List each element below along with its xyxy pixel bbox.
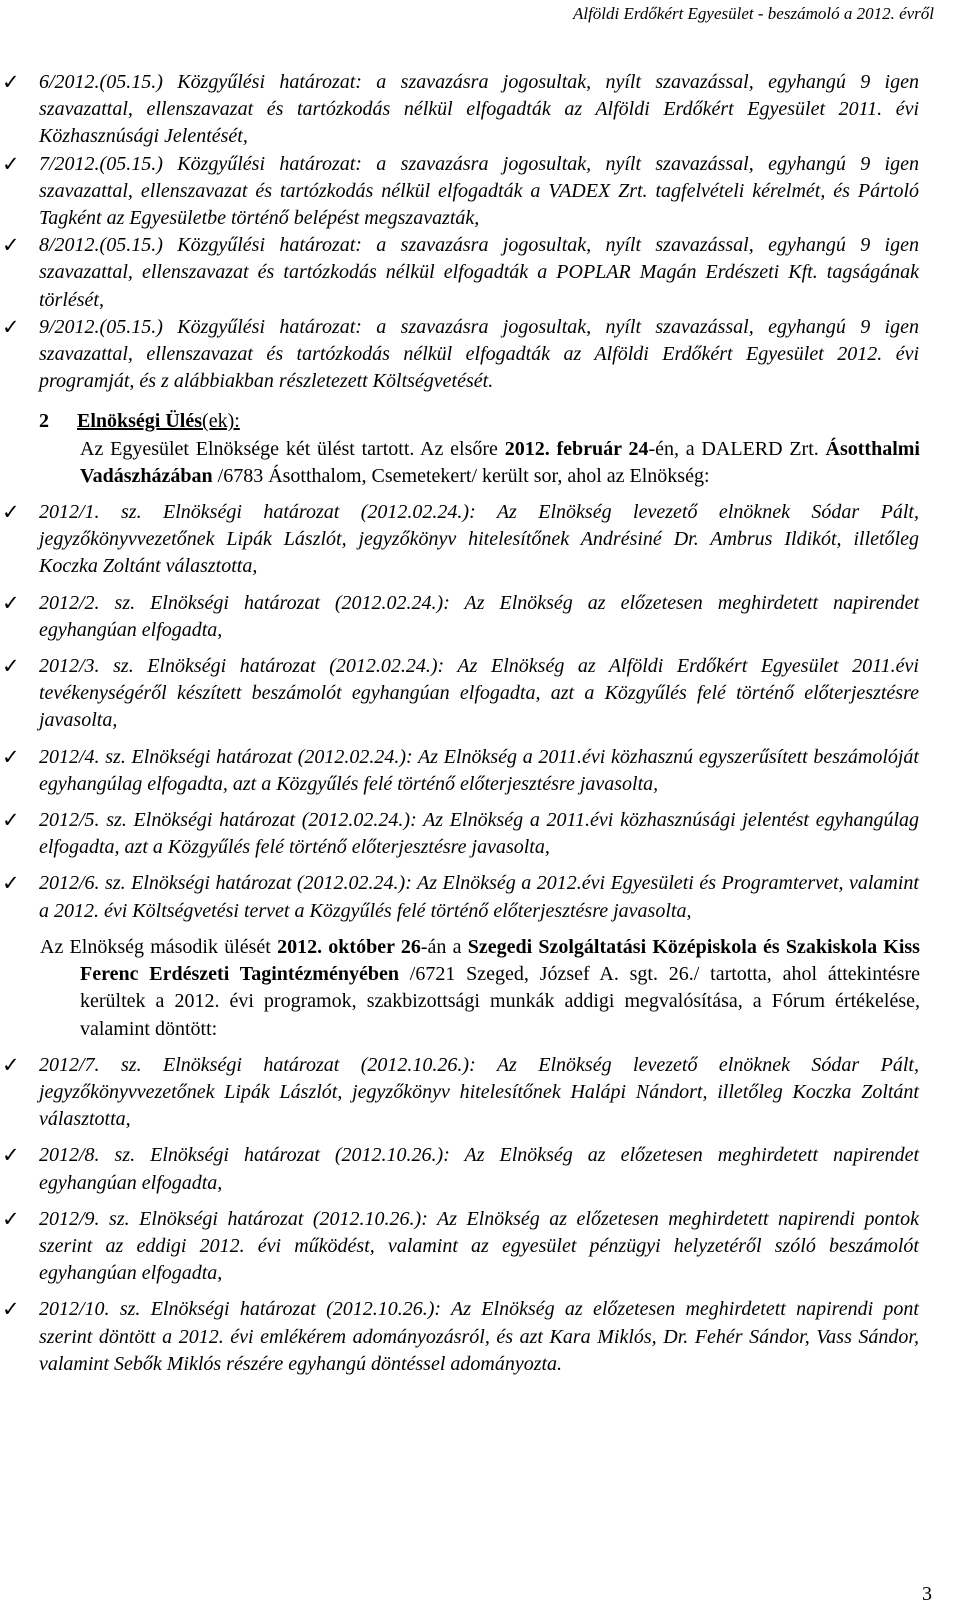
resolution-text: 8/2012.(05.15.) Közgyűlési határozat: a szavazásra jogosultak, nyílt szavazással, egyhangú 9 igen szavazattal, ellenszavazat és tartózkodás nélkül elfogadták a POPLAR Magán Erdészeti Kft. tagságának törlését, — [39, 234, 919, 311]
list-item — [0, 870, 919, 924]
section-heading — [0, 408, 919, 435]
resolution-text: 9/2012.(05.15.) Közgyűlési határozat: a szavazásra jogosultak, nyílt szavazással, egyhangú 9 igen szavazattal, ellenszavazat és tartózkodás nélkül elfogadták az Alföldi Erdőkért Egyesület 2012. évi programját, és z alábbiakban részletezett Költségvetését. — [39, 315, 919, 393]
text-run: -án a — [420, 935, 468, 958]
checkmark-icon: ✓ — [2, 151, 20, 176]
resolution-text: 2012/1. sz. Elnökségi határozat (2012.02.24.): Az Elnökség levezető elnöknek Sódar Pált, jegyzőkönyvvezetőnek Lipák Lászlót, jegyzőkönyv hitelesítőnek Andrésiné Dr. Ambrus Ildikót, illetőleg Koczka Zoltánt választotta, — [39, 501, 919, 578]
meeting-venue: Ásotthalmi Vadászházában — [80, 437, 920, 487]
list-item — [0, 151, 919, 233]
checkmark-icon: ✓ — [2, 1297, 20, 1322]
list-item — [0, 232, 919, 314]
page-number: 3 — [922, 1583, 932, 1605]
list-item — [0, 807, 919, 861]
list-item — [0, 653, 919, 735]
list-item — [0, 590, 919, 644]
checkmark-icon: ✓ — [2, 500, 20, 525]
meeting-paragraph — [0, 934, 920, 1043]
checkmark-icon: ✓ — [2, 314, 20, 339]
list-item — [0, 1206, 919, 1288]
resolution-text: 2012/5. sz. Elnökségi határozat (2012.02.24.): Az Elnökség a 2011.évi közhasznúsági jelentést egyhangúlag elfogadta, azt a Közgyűlés felé történő előterjesztésre javasolta, — [39, 809, 919, 859]
document-body — [0, 69, 960, 1378]
checkmark-icon: ✓ — [2, 70, 20, 94]
resolution-text: 2012/2. sz. Elnökségi határozat (2012.02.24.): Az Elnökség az előzetesen meghirdetett napirendet egyhangúan elfogadta, — [39, 591, 919, 641]
meeting-date: 2012. február 24 — [504, 437, 649, 460]
checkmark-icon: ✓ — [2, 590, 20, 615]
text-run: /6721 Szeged, József A. sgt. 26./ tartotta, ahol áttekintésre kerültek a 2012. évi programok, szakbizottsági munkák addigi megvalósítása, a Fórum értékelése, valamint döntött: — [80, 963, 920, 1040]
list-item — [0, 314, 919, 396]
checkmark-icon: ✓ — [2, 871, 20, 896]
resolution-text: 2012/3. sz. Elnökségi határozat (2012.02.24.): Az Elnökség az Alföldi Erdőkért Egyesület 2011.évi tevékenységéről készített beszámolót egyhangúan elfogadta, azt a Közgyűlés felé történő előterjesztésre javasolta, — [39, 655, 919, 732]
checkmark-icon: ✓ — [2, 1052, 20, 1077]
resolution-text: 7/2012.(05.15.) Közgyűlési határozat: a szavazásra jogosultak, nyílt szavazással, egyhangú 9 igen szavazattal, ellenszavazat és tartózkodás nélkül elfogadták a VADEX Zrt. tagfelvételi kérelmét, és Pártoló Tagként az Egyesületbe történő belépést megszavazták, — [39, 152, 919, 230]
checkmark-icon: ✓ — [2, 744, 20, 769]
section-title: Elnökségi Ülés — [77, 410, 203, 433]
text-run: Az Egyesület Elnöksége két ülést tartott. Az elsőre — [80, 437, 505, 460]
list-item — [0, 69, 919, 151]
checkmark-icon: ✓ — [2, 1143, 20, 1168]
list-item — [0, 499, 919, 581]
running-header: Alföldi Erdőkért Egyesület - beszámoló a 2012. évről — [572, 4, 934, 23]
text-run: /6783 Ásotthalom, Csemetekert/ került sor, ahol az Elnökség: — [212, 464, 710, 487]
section-number: 2 — [39, 410, 49, 433]
meeting-venue: Szegedi Szolgáltatási Középiskola és Szakiskola Kiss Ferenc Erdészeti Tagintézményében — [80, 935, 920, 986]
resolution-text: 2012/7. sz. Elnökségi határozat (2012.10.26.): Az Elnökség levezető elnöknek Sódar Pált, jegyzőkönyvvezetőnek Lipák Lászlót, jegyzőkönyv hitelesítőnek Halápi Nándort, illetőleg Koczka Zoltánt választotta, — [39, 1053, 919, 1131]
checkmark-icon: ✓ — [2, 233, 20, 258]
meeting-date: 2012. október 26 — [277, 935, 421, 958]
list-item — [0, 744, 919, 798]
meeting-paragraph — [0, 436, 920, 490]
resolution-text: 2012/6. sz. Elnökségi határozat (2012.02.24.): Az Elnökség a 2012.évi Egyesületi és Programtervet, valamint a 2012. évi Költségvetési tervet a Közgyűlés felé történő előterjesztésre javasolta, — [39, 872, 919, 922]
resolution-text: 2012/8. sz. Elnökségi határozat (2012.10.26.): Az Elnökség az előzetesen meghirdetett napirendet egyhangúan elfogadta, — [39, 1144, 919, 1194]
checkmark-icon: ✓ — [2, 1206, 20, 1231]
list-item — [0, 1296, 919, 1378]
list-item — [0, 1142, 919, 1196]
text-run: Az Elnökség második ülését — [40, 935, 278, 958]
resolution-text: 2012/9. sz. Elnökségi határozat (2012.10.26.): Az Elnökség az előzetesen meghirdetett napirendi pontok szerint az eddigi 2012. évi működést, valamint az egyesület pénzügyi helyzetéről szóló beszámolót egyhangúan elfogadta, — [39, 1207, 919, 1285]
resolution-text: 6/2012.(05.15.) Közgyűlési határozat: a szavazásra jogosultak, nyílt szavazással, egyhangú 9 igen szavazattal, ellenszavazat és tartózkodás nélkül elfogadták az Alföldi Erdőkért Egyesület 2011. évi Közhasznúsági Jelentését, — [39, 71, 919, 148]
checkmark-icon: ✓ — [2, 654, 20, 679]
list-item — [0, 1052, 919, 1134]
resolution-text: 2012/4. sz. Elnökségi határozat (2012.02.24.): Az Elnökség a 2011.évi közhasznú egyszerűsített beszámolóját egyhangúlag elfogadta, azt a Közgyűlés felé történő előterjesztésre javasolta, — [39, 745, 919, 795]
checkmark-icon: ✓ — [2, 808, 20, 833]
resolution-text: 2012/10. sz. Elnökségi határozat (2012.10.26.): Az Elnökség az előzetesen meghirdetett napirendi pont szerint döntött a 2012. évi emlékérem adományozásról, és azt Kara Miklós, Dr. Fehér Sándor, Vass Sándor, valamint Sebők Miklós részére egyhangú döntéssel adományozta. — [39, 1298, 919, 1375]
text-run: -én, a DALERD Zrt. — [648, 437, 826, 460]
section-title-suffix: (ek): — [202, 410, 240, 433]
